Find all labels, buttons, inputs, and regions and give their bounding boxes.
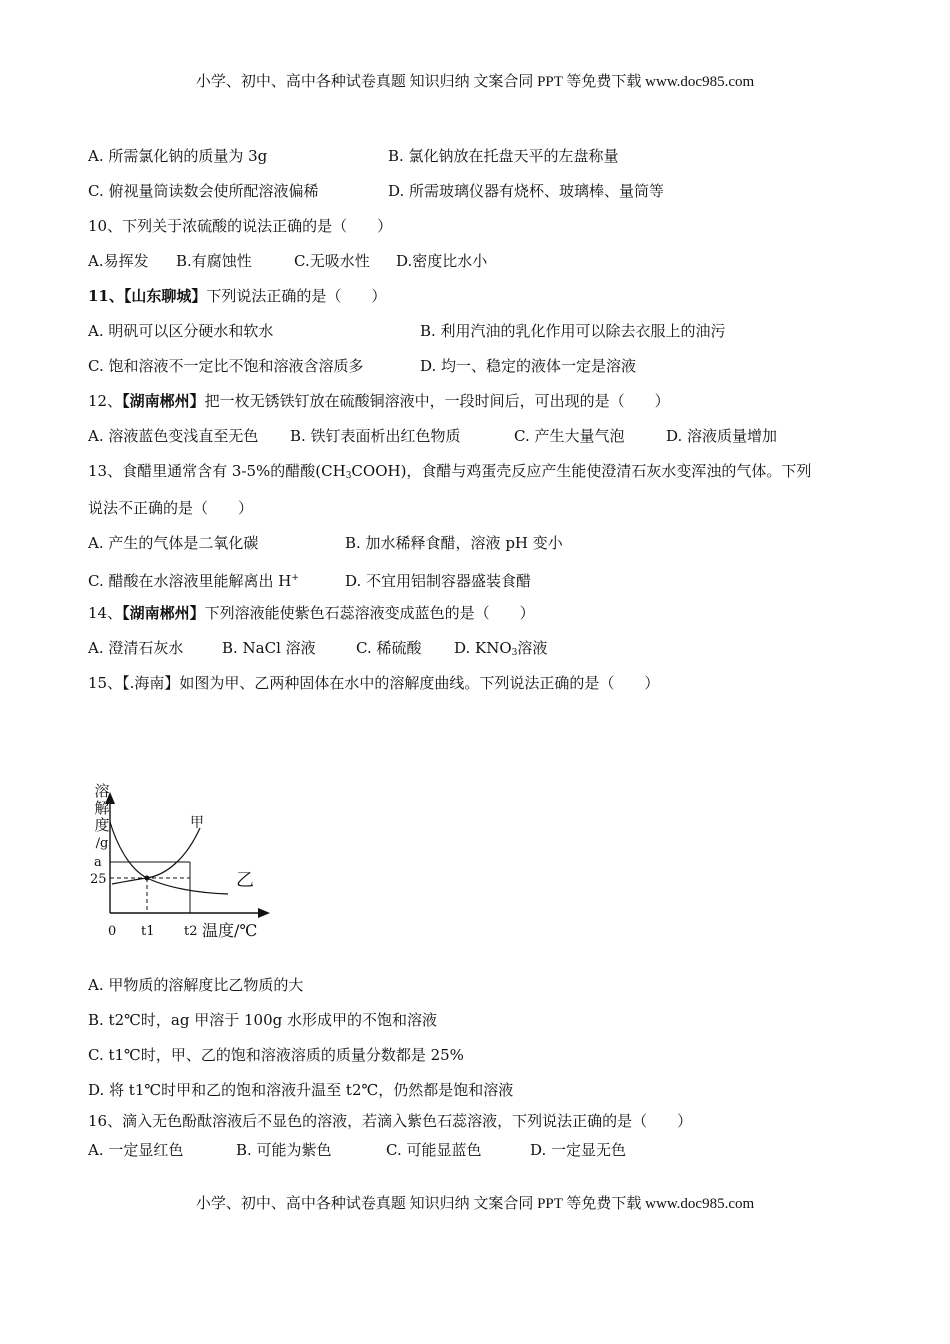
q13-option-c-text: C. 醋酸在水溶液里能解离出 H — [88, 572, 292, 590]
q12-options — [88, 426, 777, 446]
q12-option-b[interactable]: B. 铁钉表面析出红色物质 — [290, 427, 461, 445]
solubility-chart — [88, 780, 278, 945]
q9-row2 — [88, 181, 664, 201]
q14-option-c[interactable]: C. 稀硫酸 — [356, 639, 422, 657]
q15-option-a[interactable]: A. 甲物质的溶解度比乙物质的大 — [88, 976, 304, 994]
y-label-char-3: 度 — [94, 816, 110, 834]
q9-row1 — [88, 146, 619, 166]
q15-option-d[interactable]: D. 将 t1℃时甲和乙的饱和溶液升温至 t2℃，仍然都是饱和溶液 — [88, 1081, 514, 1099]
q10-option-a[interactable]: A.易挥发 — [88, 252, 149, 270]
q14-option-b[interactable]: B. NaCl 溶液 — [222, 639, 316, 657]
q16-option-a[interactable]: A. 一定显红色 — [88, 1141, 184, 1159]
q14-source-tag: 【湖南郴州】 — [122, 604, 205, 622]
q14-options — [88, 638, 547, 663]
q11-option-b[interactable]: B. 利用汽油的乳化作用可以除去衣服上的油污 — [420, 322, 726, 340]
q11-option-d[interactable]: D. 均一、稳定的液体一定是溶液 — [420, 357, 637, 375]
q15-option-c[interactable]: C. t1℃时，甲、乙的饱和溶液溶质的质量分数都是 25% — [88, 1046, 464, 1064]
y-tick-a: a — [94, 855, 102, 870]
q13-stem-line1 — [88, 461, 811, 486]
q10-option-d[interactable]: D.密度比水小 — [396, 252, 488, 270]
q13-option-c-superscript: + — [291, 573, 299, 583]
x-axis-label: 温度/℃ — [202, 921, 258, 940]
q16-option-d[interactable]: D. 一定显无色 — [530, 1141, 627, 1159]
q13-row2 — [88, 568, 531, 591]
series-label-jia: 甲 — [190, 815, 204, 831]
q13-option-b[interactable]: B. 加水稀释食醋，溶液 pH 变小 — [345, 534, 563, 552]
q13-stem-part1: 13、食醋里通常含有 3-5%的醋酸(CH — [88, 462, 346, 480]
q11-row2 — [88, 356, 636, 376]
q14-option-d-suffix: 溶液 — [517, 639, 548, 657]
series-label-yi: 乙 — [236, 870, 254, 891]
q12-option-c[interactable]: C. 产生大量气泡 — [514, 427, 625, 445]
q16-option-c[interactable]: C. 可能显蓝色 — [386, 1141, 482, 1159]
origin-label: 0 — [108, 924, 117, 939]
q10-stem: 10、下列关于浓硫酸的说法正确的是（ ） — [88, 217, 393, 235]
q10-option-c[interactable]: C.无吸水性 — [294, 252, 370, 270]
q12-source-tag: 【湖南郴州】 — [122, 392, 205, 410]
page-footer: 小学、初中、高中各种试卷真题 知识归纳 文案合同 PPT 等免费下载 www.doc985.com — [195, 1196, 755, 1212]
x-tick-t2: t2 — [184, 924, 198, 939]
q9-option-b[interactable]: B. 氯化钠放在托盘天平的左盘称量 — [388, 147, 619, 165]
q14-stem-text: 下列溶液能使紫色石蕊溶液变成蓝色的是（ ） — [204, 604, 535, 622]
q13-option-c[interactable] — [88, 568, 345, 591]
q13-row1 — [88, 533, 563, 553]
x-tick-t1: t1 — [141, 924, 155, 939]
q11-stem-text: 下列说法正确的是（ ） — [206, 287, 387, 305]
q14-stem — [88, 603, 535, 623]
q11-row1 — [88, 321, 726, 341]
q14-option-d-text: D. KNO — [454, 639, 512, 657]
q11-number: 11、 — [88, 287, 124, 305]
q14-option-d-subscript: 3 — [511, 648, 518, 658]
q11-stem — [88, 286, 386, 306]
curve-yi — [110, 822, 228, 894]
q14-option-a[interactable]: A. 澄清石灰水 — [88, 639, 184, 657]
q15-stem: 15、【.海南】如图为甲、乙两种固体在水中的溶解度曲线。下列说法正确的是（ ） — [88, 674, 660, 692]
y-label-unit: /g — [95, 836, 109, 851]
q12-stem — [88, 391, 670, 411]
q9-option-c[interactable]: C. 俯视量筒读数会使所配溶液偏稀 — [88, 182, 319, 200]
q12-option-a[interactable]: A. 溶液蓝色变浅直至无色 — [88, 427, 259, 445]
q16-options — [88, 1140, 626, 1160]
y-label-char-1: 溶 — [94, 782, 110, 800]
q14-option-d[interactable] — [454, 639, 547, 657]
q15-option-b[interactable]: B. t2℃时，ag 甲溶于 100g 水形成甲的不饱和溶液 — [88, 1011, 437, 1029]
q12-stem-text: 把一枚无锈铁钉放在硫酸铜溶液中，一段时间后，可出现的是（ ） — [204, 392, 670, 410]
q13-stem-line2: 说法不正确的是（ ） — [88, 499, 254, 517]
page-header: 小学、初中、高中各种试卷真题 知识归纳 文案合同 PPT 等免费下载 www.doc985.com — [195, 74, 755, 90]
q13-option-a[interactable]: A. 产生的气体是二氧化碳 — [88, 534, 259, 552]
q13-stem-part2: COOH)，食醋与鸡蛋壳反应产生能使澄清石灰水变浑浊的气体。下列 — [351, 462, 812, 480]
q16-option-b[interactable]: B. 可能为紫色 — [236, 1141, 332, 1159]
q11-option-c[interactable]: C. 饱和溶液不一定比不饱和溶液含溶质多 — [88, 357, 364, 375]
q9-option-d[interactable]: D. 所需玻璃仪器有烧杯、玻璃棒、量筒等 — [388, 182, 665, 200]
q9-option-a[interactable]: A. 所需氯化钠的质量为 3g — [88, 147, 268, 165]
q11-source-tag: 【山东聊城】 — [123, 287, 207, 305]
q12-option-d[interactable]: D. 溶液质量增加 — [666, 427, 778, 445]
q14-number: 14、 — [88, 604, 123, 622]
q12-number: 12、 — [88, 392, 123, 410]
q16-stem: 16、滴入无色酚酞溶液后不显色的溶液，若滴入紫色石蕊溶液，下列说法正确的是（ ） — [88, 1112, 693, 1130]
q10-option-b[interactable]: B.有腐蚀性 — [176, 252, 252, 270]
y-label-char-2: 解 — [94, 799, 110, 817]
q13-formula-subscript: 3 — [345, 471, 352, 481]
intersection-point — [145, 876, 150, 881]
x-axis-arrow — [258, 908, 270, 918]
y-tick-25: 25 — [90, 872, 107, 887]
q10-options — [88, 251, 487, 271]
q11-option-a[interactable]: A. 明矾可以区分硬水和软水 — [88, 322, 274, 340]
q13-option-d[interactable]: D. 不宜用铝制容器盛装食醋 — [345, 572, 532, 590]
